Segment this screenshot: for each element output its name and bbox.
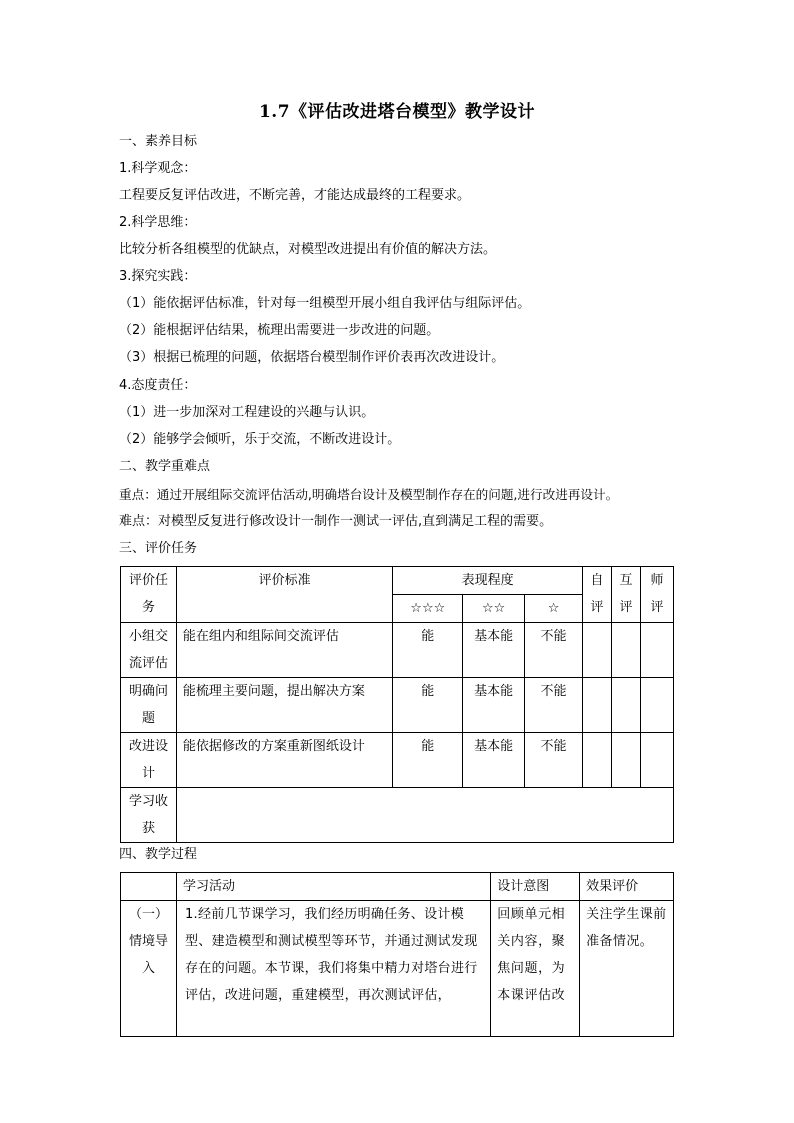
- teacher-eval-cell: [640, 733, 673, 788]
- goal-3-item-2: （2）能根据评估结果，梳理出需要进一步改进的问题。: [119, 323, 440, 338]
- table-row: [121, 788, 674, 843]
- document-title: 1.7《评估改进塔台模型》教学设计: [258, 102, 536, 122]
- learning-gain-label: 学习收获: [121, 788, 177, 843]
- table-row: [121, 733, 674, 788]
- level-cell: 基本能: [463, 623, 525, 678]
- level-cell: 不能: [525, 623, 583, 678]
- goal-4-item-2: （2）能够学会倾听，乐于交流，不断改进设计。: [119, 432, 401, 447]
- task-cell: 明确问题: [121, 678, 177, 733]
- standard-cell: 能在组内和组际间交流评估: [176, 623, 392, 678]
- header-blank: [121, 873, 177, 901]
- goal-1-text: 工程要反复评估改进，不断完善，才能达成最终的工程要求。: [119, 188, 471, 203]
- header-task: 评价任务: [121, 567, 177, 623]
- goal-2-heading: 2.科学思维：: [119, 215, 197, 230]
- level-cell: 能: [393, 623, 463, 678]
- task-cell: 小组交流评估: [121, 623, 177, 678]
- standard-cell: 能梳理主要问题，提出解决方案: [176, 678, 392, 733]
- goal-1-heading: 1.科学观念：: [119, 161, 197, 176]
- intent-cell: 回顾单元相关内容，聚焦问题，为本课评估改: [491, 901, 580, 1037]
- assessment-table: [120, 566, 674, 843]
- effect-cell: 关注学生课前准备情况。: [580, 901, 674, 1037]
- goal-4-item-1: （1）进一步加深对工程建设的兴趣与认识。: [119, 405, 375, 420]
- table-row: [121, 901, 674, 1037]
- level-cell: 不能: [525, 733, 583, 788]
- section-heading-keypoints: 二、教学重难点: [119, 459, 211, 474]
- table-row: [121, 678, 674, 733]
- header-peer-eval: 互评: [611, 567, 640, 623]
- level-two-stars: ☆☆: [463, 595, 525, 623]
- standard-cell: 能依据修改的方案重新图纸设计: [176, 733, 392, 788]
- goal-2-text: 比较分析各组模型的优缺点，对模型改进提出有价值的解决方法。: [119, 242, 497, 257]
- difficulty-text: 难点：对模型反复进行修改设计一制作一测试一评估,直到满足工程的需要。: [119, 514, 553, 529]
- level-one-star: ☆: [525, 595, 583, 623]
- table-row: [121, 623, 674, 678]
- level-cell: 能: [393, 678, 463, 733]
- header-activity: 学习活动: [176, 873, 490, 901]
- goal-3-item-3: （3）根据已梳理的问题，依据塔台模型制作评价表再次改进设计。: [119, 350, 505, 365]
- teacher-eval-cell: [640, 678, 673, 733]
- peer-eval-cell: [611, 733, 640, 788]
- header-standard: 评价标准: [176, 567, 392, 623]
- header-self-eval: 自评: [582, 567, 611, 623]
- header-intent: 设计意图: [491, 873, 580, 901]
- peer-eval-cell: [611, 678, 640, 733]
- header-teacher-eval: 师评: [640, 567, 673, 623]
- header-level: 表现程度: [393, 567, 583, 595]
- goal-3-heading: 3.探究实践：: [119, 269, 197, 284]
- section-heading-assessment: 三、评价任务: [119, 541, 198, 556]
- learning-gain-cell: [176, 788, 673, 843]
- level-three-stars: ☆☆☆: [393, 595, 463, 623]
- self-eval-cell: [582, 678, 611, 733]
- section-heading-goals: 一、素养目标: [119, 134, 198, 149]
- process-table: [120, 872, 674, 1037]
- self-eval-cell: [582, 623, 611, 678]
- level-cell: 不能: [525, 678, 583, 733]
- level-cell: 基本能: [463, 733, 525, 788]
- activity-cell: 1.经前几节课学习，我们经历明确任务、设计模型、建造模型和测试模型等环节，并通过测试发现存在的问题。本节课，我们将集中精力对塔台进行评估，改进问题，重建模型，再次测试评估，: [176, 901, 490, 1037]
- section-heading-process: 四、教学过程: [119, 847, 198, 862]
- header-effect: 效果评价: [580, 873, 674, 901]
- task-cell: 改进设计: [121, 733, 177, 788]
- stage-cell: （一）情境导入: [121, 901, 177, 1037]
- goal-3-item-1: （1）能依据评估标准，针对每一组模型开展小组自我评估与组际评估。: [119, 296, 531, 311]
- goal-4-heading: 4.态度责任：: [119, 378, 197, 393]
- key-point-text: 重点：通过开展组际交流评估活动,明确塔台设计及模型制作存在的问题,进行改进再设计。: [119, 487, 619, 502]
- teacher-eval-cell: [640, 623, 673, 678]
- peer-eval-cell: [611, 623, 640, 678]
- level-cell: 能: [393, 733, 463, 788]
- level-cell: 基本能: [463, 678, 525, 733]
- self-eval-cell: [582, 733, 611, 788]
